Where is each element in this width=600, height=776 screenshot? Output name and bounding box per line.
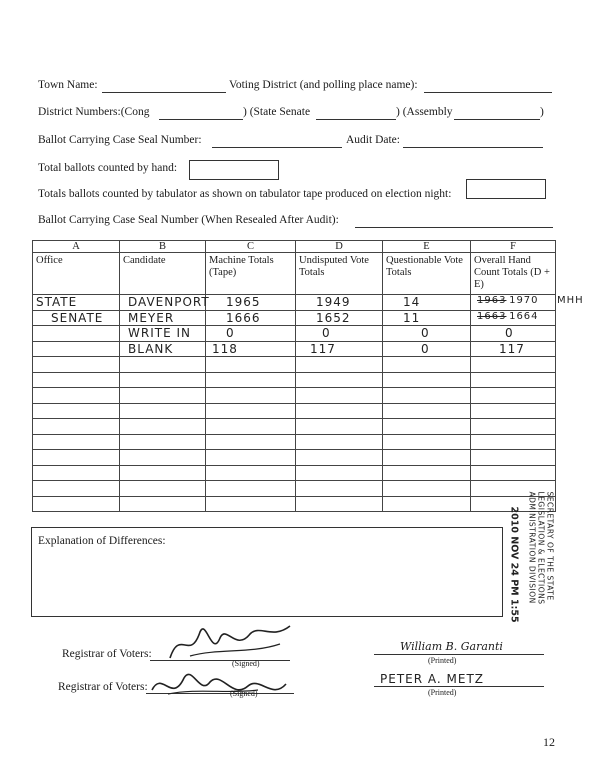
cell-empty[interactable] — [33, 465, 120, 481]
cell-empty[interactable] — [120, 372, 206, 388]
cell-overall[interactable] — [471, 310, 556, 326]
cell-empty[interactable] — [206, 481, 296, 497]
cell-undisputed[interactable] — [296, 341, 383, 357]
cell-undisputed[interactable] — [296, 326, 383, 342]
cell-candidate[interactable] — [120, 310, 206, 326]
printed-name-2: PETER A. METZ — [380, 672, 484, 686]
table-row — [33, 341, 556, 357]
cell-empty[interactable] — [471, 419, 556, 435]
cell-candidate[interactable] — [120, 295, 210, 311]
cell-empty[interactable] — [33, 357, 120, 373]
cell-questionable[interactable] — [383, 341, 471, 357]
printed-caption-2: (Printed) — [428, 688, 457, 697]
explanation-box[interactable] — [31, 527, 503, 617]
office-value: SENATE — [51, 310, 104, 325]
district-numbers-label: District Numbers:(Cong — [38, 106, 150, 118]
candidate-value: DAVENPORT — [128, 295, 210, 309]
machine-value: 118 — [212, 341, 238, 356]
cell-machine[interactable] — [206, 341, 296, 357]
cell-empty[interactable] — [296, 465, 383, 481]
cell-empty[interactable] — [471, 388, 556, 404]
cell-empty[interactable] — [383, 481, 471, 497]
cell-empty[interactable] — [206, 388, 296, 404]
table-row — [33, 357, 556, 373]
cell-empty[interactable] — [206, 450, 296, 466]
cell-empty[interactable] — [383, 450, 471, 466]
questionable-value: 0 — [421, 341, 430, 356]
table-row — [33, 481, 556, 497]
undisputed-value: 117 — [310, 341, 336, 356]
header-questionable-totals: Questionable Vote Totals — [383, 253, 471, 295]
cell-undisputed[interactable] — [296, 295, 383, 311]
cell-empty[interactable] — [383, 372, 471, 388]
audit-date-label: Audit Date: — [346, 134, 400, 146]
cell-questionable[interactable] — [383, 310, 471, 326]
column-letter-b: B — [120, 241, 206, 253]
column-letter-row — [33, 241, 556, 253]
signed-caption-2: (Signed) — [230, 689, 258, 698]
seal-number-field[interactable] — [212, 147, 342, 148]
overall-value: 0 — [505, 326, 514, 340]
overall-value: 1664 — [509, 310, 539, 322]
cell-empty[interactable] — [296, 403, 383, 419]
cell-office[interactable] — [33, 295, 120, 311]
cell-empty[interactable] — [33, 403, 120, 419]
cell-empty[interactable] — [383, 388, 471, 404]
office-value: STATE — [36, 295, 78, 309]
cell-empty[interactable] — [33, 372, 120, 388]
cell-empty[interactable] — [296, 388, 383, 404]
table-row — [33, 403, 556, 419]
cell-overall[interactable] — [471, 341, 556, 357]
cell-empty[interactable] — [383, 465, 471, 481]
stamp-date: 2010 NOV 24 PM 1:55 — [508, 506, 520, 623]
overall-struck-value: 1663 — [477, 310, 507, 322]
cell-empty[interactable] — [206, 372, 296, 388]
table-row — [33, 496, 556, 512]
cell-empty[interactable] — [206, 465, 296, 481]
congressional-district-field[interactable] — [159, 119, 243, 120]
assembly-field[interactable] — [454, 119, 540, 120]
cell-empty[interactable] — [296, 419, 383, 435]
table-row — [33, 434, 556, 450]
cell-office[interactable] — [33, 326, 120, 342]
machine-value: 1666 — [226, 310, 261, 325]
candidate-value: WRITE IN — [128, 326, 191, 340]
printed-caption-1: (Printed) — [428, 656, 457, 665]
registrar-label-2: Registrar of Voters: — [58, 681, 148, 693]
cell-empty[interactable] — [296, 357, 383, 373]
cell-empty[interactable] — [383, 419, 471, 435]
cell-empty[interactable] — [206, 434, 296, 450]
candidate-value: BLANK — [128, 341, 174, 356]
overall-value: 117 — [499, 341, 525, 356]
header-undisputed-totals: Undisputed Vote Totals — [296, 253, 383, 295]
cell-empty[interactable] — [33, 434, 120, 450]
state-senate-field[interactable] — [316, 119, 396, 120]
table-row — [33, 450, 556, 466]
undisputed-value: 1949 — [316, 295, 351, 309]
cell-empty[interactable] — [206, 357, 296, 373]
table-row — [33, 388, 556, 404]
cell-empty[interactable] — [296, 434, 383, 450]
cell-empty[interactable] — [120, 388, 206, 404]
cell-empty[interactable] — [33, 450, 120, 466]
table-row — [33, 419, 556, 435]
cell-empty[interactable] — [120, 357, 206, 373]
printed-name-1: William B. Garanti — [400, 640, 503, 653]
explanation-label: Explanation of Differences: — [38, 535, 166, 547]
signed-caption-1: (Signed) — [232, 659, 260, 668]
cell-empty[interactable] — [383, 434, 471, 450]
cell-questionable[interactable] — [383, 295, 471, 311]
machine-value: 1965 — [226, 295, 261, 309]
audit-table — [32, 240, 584, 512]
cell-empty[interactable] — [206, 403, 296, 419]
cell-empty[interactable] — [471, 357, 556, 373]
column-header-row — [33, 253, 556, 295]
questionable-value: 11 — [403, 310, 421, 325]
assembly-label: ) (Assembly — [396, 106, 453, 118]
town-name-label: Town Name: — [38, 79, 98, 91]
cell-empty[interactable] — [33, 496, 120, 512]
cell-office[interactable] — [33, 310, 120, 326]
cell-empty[interactable] — [383, 403, 471, 419]
cell-empty[interactable] — [471, 372, 556, 388]
printed-line-2[interactable] — [374, 686, 544, 687]
initials-note: MHH — [557, 295, 584, 306]
assembly-close-paren: ) — [540, 106, 544, 118]
received-stamp — [506, 491, 576, 655]
machine-value: 0 — [226, 326, 235, 340]
cell-empty[interactable] — [120, 419, 206, 435]
cell-overall[interactable] — [471, 326, 556, 342]
cell-candidate[interactable] — [120, 341, 206, 357]
stamp-agency-line: ADMINISTRATION DIVISION — [527, 491, 537, 604]
table-row — [33, 295, 556, 311]
seal-number-label: Ballot Carrying Case Seal Number: — [38, 134, 202, 146]
table-row — [33, 465, 556, 481]
table-row — [33, 372, 556, 388]
overall-struck-value: 1963 — [477, 295, 507, 306]
cell-empty[interactable] — [471, 465, 556, 481]
header-candidate: Candidate — [120, 253, 206, 295]
table-row — [33, 326, 556, 342]
cell-overall[interactable] — [471, 295, 584, 311]
cell-empty[interactable] — [120, 496, 206, 512]
cell-empty[interactable] — [120, 481, 206, 497]
cell-empty[interactable] — [471, 434, 556, 450]
voting-district-field[interactable] — [424, 92, 552, 93]
questionable-value: 14 — [403, 295, 421, 309]
undisputed-value: 0 — [322, 326, 331, 340]
cell-office[interactable] — [33, 341, 120, 357]
audit-date-field[interactable] — [403, 147, 543, 148]
page-number: 12 — [543, 735, 555, 749]
hand-count-label: Total ballots counted by hand: — [38, 162, 178, 174]
cell-empty[interactable] — [120, 403, 206, 419]
cell-machine[interactable] — [206, 326, 296, 342]
table-row — [33, 310, 556, 326]
tabulator-label: Totals ballots counted by tabulator as shown on tabulator tape produced on election night: — [38, 188, 452, 200]
cell-empty[interactable] — [206, 496, 296, 512]
cell-empty[interactable] — [296, 496, 383, 512]
resealed-seal-label: Ballot Carrying Case Seal Number (When Resealed After Audit): — [38, 214, 339, 226]
overall-value: 1970 — [509, 295, 539, 306]
candidate-value: MEYER — [128, 310, 175, 325]
column-letter-d: D — [296, 241, 383, 253]
header-overall-totals: Overall Hand Count Totals (D + E) — [471, 253, 556, 295]
cell-machine[interactable] — [206, 310, 296, 326]
cell-empty[interactable] — [471, 450, 556, 466]
cell-machine[interactable] — [206, 295, 296, 311]
column-letter-f: F — [471, 241, 556, 253]
cell-empty[interactable] — [296, 450, 383, 466]
header-office: Office — [33, 253, 120, 295]
column-letter-a: A — [33, 241, 120, 253]
questionable-value: 0 — [421, 326, 430, 340]
cell-empty[interactable] — [383, 496, 471, 512]
cell-empty[interactable] — [296, 372, 383, 388]
cell-empty[interactable] — [296, 481, 383, 497]
cell-empty[interactable] — [120, 465, 206, 481]
column-letter-c: C — [206, 241, 296, 253]
cell-empty[interactable] — [206, 419, 296, 435]
cell-undisputed[interactable] — [296, 310, 383, 326]
voting-district-label: Voting District (and polling place name): — [229, 79, 418, 91]
header-machine-totals: Machine Totals (Tape) — [206, 253, 296, 295]
stamp-agency-line: SECRETARY OF THE STATE — [545, 491, 555, 601]
cell-empty[interactable] — [33, 419, 120, 435]
tabulator-count-box[interactable] — [466, 179, 546, 199]
cell-empty[interactable] — [120, 450, 206, 466]
stamp-agency-line: LEGISLATION & ELECTIONS — [536, 491, 546, 605]
cell-empty[interactable] — [33, 481, 120, 497]
town-name-field[interactable] — [102, 92, 226, 93]
hand-count-box[interactable] — [189, 160, 279, 180]
signature-2-icon — [148, 660, 298, 712]
cell-questionable[interactable] — [383, 326, 471, 342]
state-senate-label: ) (State Senate — [243, 106, 311, 118]
cell-empty[interactable] — [471, 403, 556, 419]
resealed-seal-field[interactable] — [355, 227, 553, 228]
undisputed-value: 1652 — [316, 310, 351, 325]
cell-empty[interactable] — [383, 357, 471, 373]
registrar-label-1: Registrar of Voters: — [62, 648, 152, 660]
cell-empty[interactable] — [33, 388, 120, 404]
column-letter-e: E — [383, 241, 471, 253]
cell-candidate[interactable] — [120, 326, 206, 342]
cell-empty[interactable] — [120, 434, 206, 450]
